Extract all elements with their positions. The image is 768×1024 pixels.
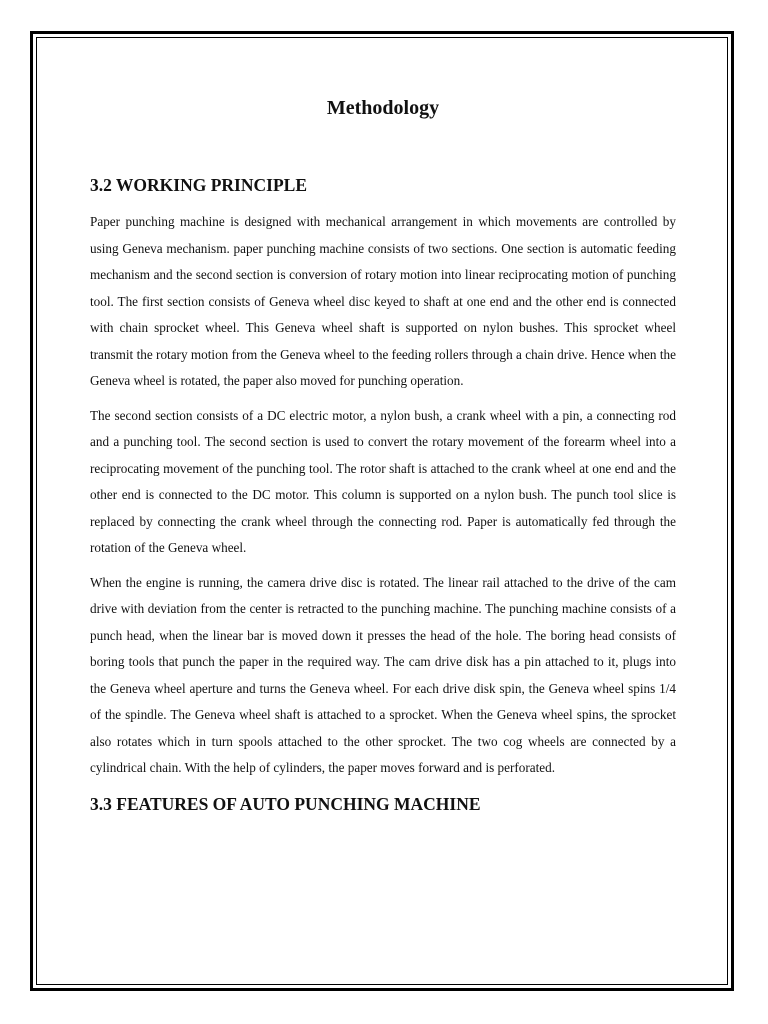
paragraph-working-principle-1: Paper punching machine is designed with mechanical arrangement in which movements are controlled by using Geneva mechanism. paper punching machine consists of two sections. One section is automatic feeding mechanism and the second section is conversion of rotary motion into linear reciprocating motion of punching tool. The first section consists of Geneva wheel disc keyed to shaft at one end and the other end is connected with chain sprocket wheel. This Geneva wheel shaft is supported on nylon bushes. This sprocket wheel transmit the rotary motion from the Geneva wheel to the feeding rollers through a chain drive. Hence when the Geneva wheel is rotated, the paper also moved for punching operation. [90,214,676,388]
page-title: Methodology [326,97,440,119]
section-heading-features: 3.3 FEATURES OF AUTO PUNCHING MACHINE [90,793,481,814]
section-heading-working-principle: 3.2 WORKING PRINCIPLE [90,175,307,195]
paragraph-working-principle-2: The second section consists of a DC electric motor, a nylon bush, a crank wheel with a pin, a connecting rod and a punching tool. The second section is used to convert the rotary movement of the forearm wheel into a reciprocating movement of the punching tool. The rotor shaft is attached to the crank wheel at one end and the other end is connected to the DC motor. This column is supported on a nylon bush. The punch tool slice is replaced by connecting the crank wheel through the connecting rod. Paper is automatically fed through the rotation of the Geneva wheel. [90,407,676,555]
page-content [90,90,676,818]
paragraph-working-principle-3: When the engine is running, the camera drive disc is rotated. The linear rail attached to the drive of the cam drive with deviation from the center is retracted to the punching machine. The punching machine consists of a punch head, when the linear bar is moved down it presses the head of the hole. The boring head consists of boring tools that punch the paper in the required way. The cam drive disk has a pin attached to it, plugs into the Geneva wheel aperture and turns the Geneva wheel. For each drive disk spin, the Geneva wheel spins 1/4 of the spindle. The Geneva wheel shaft is attached to a sprocket. When the Geneva wheel spins, the sprocket also rotates which in turn spools attached to the other sprocket. The two cog wheels are connected by a cylindrical chain. With the help of cylinders, the paper moves forward and is perforated. [90,574,676,775]
